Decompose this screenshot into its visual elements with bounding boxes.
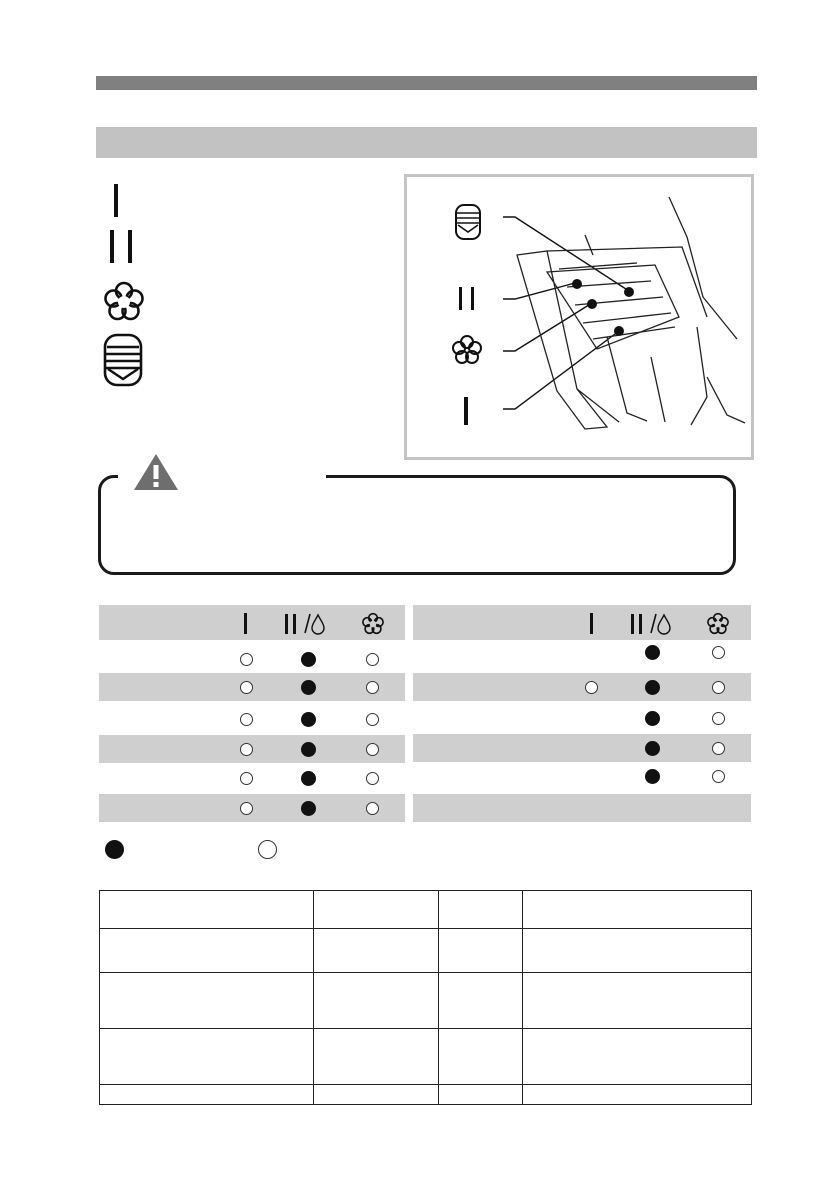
program-row — [413, 734, 751, 762]
table-cell — [313, 973, 439, 1029]
filled-dot-icon — [301, 801, 316, 816]
table-cell — [100, 1029, 314, 1085]
empty-dot-icon — [366, 653, 379, 666]
compartment-two-icon — [459, 287, 474, 310]
empty-dot-icon — [712, 681, 725, 694]
compartment-two-icon — [104, 229, 136, 265]
table-cell — [523, 1029, 752, 1085]
empty-dot-icon — [240, 681, 253, 694]
empty-dot-icon — [712, 770, 725, 783]
table-cell — [439, 929, 523, 973]
table-cell — [100, 891, 314, 929]
table-row — [100, 929, 752, 973]
liquid-detergent-insert-icon — [102, 333, 144, 387]
program-row — [99, 794, 405, 822]
filled-dot-icon — [301, 680, 316, 695]
dispenser-drawing — [407, 177, 751, 457]
warning-triangle-icon — [132, 452, 180, 492]
header-bar — [96, 76, 757, 90]
empty-dot-icon — [240, 772, 253, 785]
program-row — [413, 794, 751, 822]
program-row — [413, 704, 751, 732]
program-table-right-header — [413, 605, 751, 640]
empty-dot-icon — [366, 772, 379, 785]
empty-dot-icon — [366, 802, 379, 815]
table-cell — [523, 891, 752, 929]
table-cell — [523, 1085, 752, 1105]
filled-dot-icon — [645, 741, 660, 756]
compartment-one-icon — [240, 613, 252, 635]
filled-dot-icon — [645, 680, 660, 695]
empty-dot-icon — [240, 743, 253, 756]
program-row — [413, 762, 751, 790]
table-cell — [523, 973, 752, 1029]
empty-dot-icon — [240, 713, 253, 726]
empty-dot-icon — [366, 681, 379, 694]
table-cell — [313, 1029, 439, 1085]
compartment-one-icon — [464, 397, 468, 425]
empty-dot-icon — [585, 681, 598, 694]
softener-flower-icon — [453, 336, 481, 363]
filled-dot-icon — [301, 712, 316, 727]
empty-dot-icon — [258, 840, 277, 859]
filled-dot-icon — [105, 840, 124, 859]
table-cell — [100, 1085, 314, 1105]
program-row — [99, 645, 405, 673]
table-cell — [439, 973, 523, 1029]
compartment-two-drop-icon — [281, 611, 325, 637]
table-row — [100, 973, 752, 1029]
program-row — [99, 735, 405, 763]
softener-flower-icon — [361, 612, 385, 636]
section-title-bar — [96, 127, 757, 158]
softener-flower-icon — [102, 280, 146, 324]
empty-dot-icon — [712, 646, 725, 659]
empty-dot-icon — [366, 743, 379, 756]
empty-dot-icon — [366, 713, 379, 726]
program-row — [99, 705, 405, 733]
table-cell — [523, 929, 752, 973]
table-cell — [439, 891, 523, 929]
table-cell — [313, 891, 439, 929]
table-row — [100, 1085, 752, 1105]
empty-dot-icon — [240, 802, 253, 815]
empty-dot-icon — [712, 712, 725, 725]
compartment-one-icon — [586, 613, 598, 635]
table-row — [100, 891, 752, 929]
table-cell — [100, 973, 314, 1029]
table-cell — [100, 929, 314, 973]
table-cell — [313, 1085, 439, 1105]
program-row — [99, 764, 405, 792]
compartment-one-icon — [108, 183, 128, 219]
empty-dot-icon — [240, 653, 253, 666]
program-row — [413, 638, 751, 666]
dispenser-diagram — [404, 174, 754, 460]
empty-dot-icon — [712, 742, 725, 755]
program-row — [413, 673, 751, 701]
table-cell — [439, 1085, 523, 1105]
liquid-detergent-insert-icon — [456, 205, 480, 239]
table-row — [100, 1029, 752, 1085]
program-table-left-header — [99, 605, 405, 640]
table-cell — [313, 929, 439, 973]
warning-box — [98, 475, 736, 575]
table-cell — [439, 1029, 523, 1085]
info-table — [99, 890, 752, 1105]
filled-dot-icon — [645, 769, 660, 784]
compartment-two-drop-icon — [627, 611, 671, 637]
filled-dot-icon — [301, 742, 316, 757]
filled-dot-icon — [301, 652, 316, 667]
softener-flower-icon — [706, 612, 730, 636]
filled-dot-icon — [301, 771, 316, 786]
filled-dot-icon — [645, 645, 660, 660]
program-row — [99, 673, 405, 701]
filled-dot-icon — [645, 711, 660, 726]
